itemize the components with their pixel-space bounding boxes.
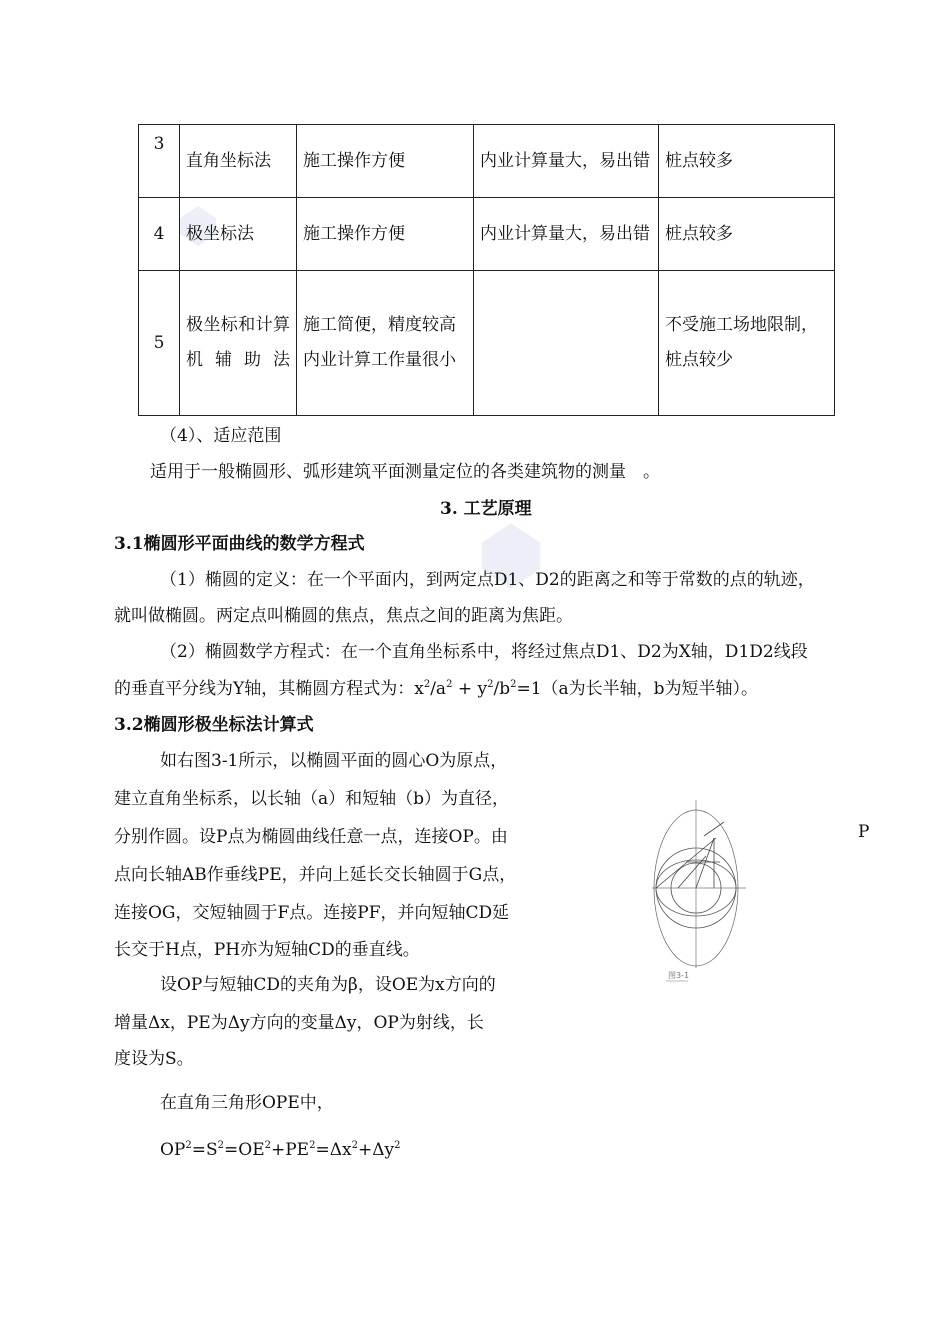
paragraph-line: 度设为S。 — [114, 1049, 194, 1069]
equation-text: =Δx — [315, 1140, 352, 1160]
equation-text: /b — [493, 679, 511, 699]
method-disadvantage: 内业计算量大，易出错 — [474, 198, 659, 271]
paragraph-line: 就叫做椭圆。两定点叫椭圆的焦点，焦点之间的距离为焦距。 — [114, 606, 573, 626]
remark-line: 桩点较少 — [665, 350, 733, 370]
paragraph-line: 长交于H点，PH亦为短轴CD的垂直线。 — [114, 940, 420, 960]
superscript: 2 — [394, 1140, 401, 1151]
subsection-title: 3.2椭圆形极坐标法计算式 — [114, 715, 314, 735]
table-row — [139, 125, 835, 198]
paragraph-line: （1）椭圆的定义：在一个平面内，到两定点D1、D2的距离之和等于常数的点的轨迹， — [160, 570, 815, 590]
method-disadvantage — [474, 271, 659, 416]
paragraph-line: 设OP与短轴CD的夹角为β，设OE为x方向的 — [160, 975, 496, 995]
method-advantage: 施工操作方便 — [297, 125, 474, 198]
table-row — [139, 271, 835, 416]
figure-caption: 图3-1 — [668, 971, 690, 980]
row-number: 4 — [139, 198, 180, 271]
paragraph-line: 分别作圆。设P点为椭圆曲线任意一点，连接OP。由 — [114, 827, 508, 847]
paragraph-line: 如右图3-1所示，以椭圆平面的圆心O为原点， — [160, 751, 508, 771]
method-disadvantage: 内业计算量大，易出错 — [474, 125, 659, 198]
figure-3-1 — [646, 798, 758, 994]
equation-text: /a — [430, 679, 447, 699]
advantage-line: 施工简便，精度较高 — [303, 315, 456, 335]
ellipse-equation-line — [114, 674, 758, 699]
equation-text: =S — [191, 1140, 218, 1160]
method-remark: 桩点较多 — [659, 125, 835, 198]
advantage-line: 内业计算工作量很小 — [303, 350, 456, 370]
method-name: 极坐标和计算机辅助法 — [180, 271, 297, 416]
equation-text: =OE — [224, 1140, 265, 1160]
scope-text: 适用于一般椭圆形、弧形建筑平面测量定位的各类建筑物的测量 。 — [150, 462, 660, 482]
superscript: 2 — [487, 679, 494, 690]
remark-line: 不受施工场地限制， — [665, 315, 818, 335]
paragraph-line: （2）椭圆数学方程式：在一个直角坐标系中，将经过焦点D1、D2为X轴，D1D2线段 — [160, 642, 808, 662]
method-remark: 桩点较多 — [659, 198, 835, 271]
superscript: 2 — [264, 1140, 271, 1151]
table-row — [139, 198, 835, 271]
paragraph-line: 连接OG，交短轴圆于F点。连接PF，并向短轴CD延 — [114, 903, 510, 923]
equation-text: +Δy — [357, 1140, 395, 1160]
superscript: 2 — [510, 679, 517, 690]
equation-text: +PE — [271, 1140, 310, 1160]
method-remark — [659, 271, 835, 416]
equation-text: 的垂直平分线为Y轴，其椭圆方程式为：x — [114, 679, 424, 699]
superscript: 2 — [423, 679, 431, 690]
ellipse-diagram — [646, 798, 758, 994]
section-title: 3. 工艺原理 — [440, 499, 532, 519]
p-mark: P — [858, 822, 870, 842]
superscript: 2 — [446, 679, 453, 690]
equation-text: OP — [160, 1140, 186, 1160]
equation-text: + y — [452, 679, 488, 699]
paragraph-line: 在直角三角形OPE中， — [160, 1093, 334, 1113]
superscript: 2 — [309, 1140, 316, 1151]
method-advantage: 施工操作方便 — [297, 198, 474, 271]
paragraph-line: 建立直角坐标系，以长轴（a）和短轴（b）为直径， — [114, 789, 510, 809]
method-name: 极坐标法 — [180, 198, 297, 271]
paragraph-line: 点向长轴AB作垂线PE，并向上延长交长轴圆于G点， — [114, 865, 517, 885]
superscript: 2 — [217, 1140, 225, 1151]
superscript: 2 — [351, 1140, 358, 1151]
superscript: 2 — [185, 1140, 192, 1151]
row-number: 5 — [139, 271, 180, 416]
subsection-title: 3.1椭圆形平面曲线的数学方程式 — [114, 534, 365, 554]
paragraph-line: 增量Δx，PE为Δy方向的变量Δy，OP为射线，长 — [114, 1013, 484, 1033]
methods-table — [138, 124, 835, 416]
equation-line — [160, 1140, 400, 1160]
method-advantage — [297, 271, 474, 416]
scope-title: （4）、适应范围 — [160, 426, 282, 446]
method-name: 直角坐标法 — [180, 125, 297, 198]
row-number: 3 — [139, 125, 180, 198]
equation-text: =1（a为长半轴，b为短半轴）。 — [516, 679, 759, 699]
construction-line — [704, 822, 724, 836]
